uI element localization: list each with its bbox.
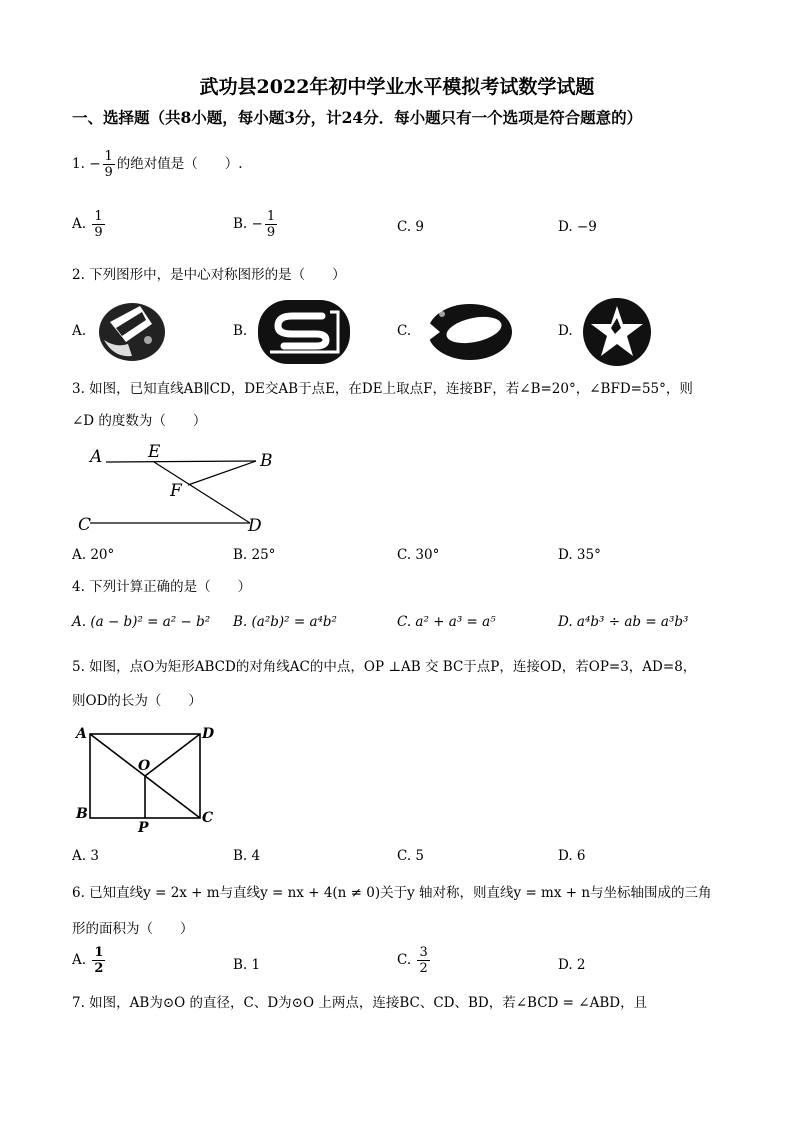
q2-figure-b — [256, 298, 352, 366]
question-2: 2. 下列图形中，是中心对称图形的是（ ） — [72, 267, 346, 283]
q1-text: 的绝对值是（ ）. — [116, 156, 243, 172]
label-o: O — [138, 758, 151, 774]
section-heading: 一、选择题（共8小题，每小题3分，计24分．每小题只有一个选项是符合题意的） — [72, 108, 643, 127]
q2-figure-d — [581, 296, 653, 368]
q1-minus: − — [89, 156, 101, 172]
q2-option-a-label: A. — [72, 323, 87, 339]
question-7-line1: 7. 如图，AB为⊙O 的直径，C、D为⊙O 上两点，连接BC、CD、BD，若∠BCD = ∠ABD，且 — [72, 995, 648, 1011]
question-3-line1: 3. 如图，已知直线AB∥CD，DE交AB于点E，在DE上取点F，连接BF，若∠B=20°，∠BFD=55°，则 — [72, 381, 693, 397]
q2-figure-c — [420, 300, 514, 364]
question-3-line2: ∠D 的度数为（ ） — [72, 413, 207, 429]
label-c: C — [202, 810, 214, 826]
q3-option-b: B. 25° — [233, 547, 276, 563]
label-d: D — [202, 726, 215, 742]
segment-od — [145, 734, 200, 776]
label-d: D — [248, 516, 262, 536]
q2-option-b-label: B. — [233, 323, 248, 339]
q4-option-b: B. (a²b)² = a⁴b² — [233, 614, 337, 630]
q1-option-c: C. 9 — [397, 219, 425, 235]
question-4: 4. 下列计算正确的是（ ） — [72, 579, 252, 595]
q5-diagram — [72, 722, 222, 834]
q5-option-a: A. 3 — [72, 848, 99, 864]
question-6-line1: 6. 已知直线y = 2x + m与直线y = nx + 4(n ≠ 0)关于y 轴对称，则直线y = mx + n与坐标轴围成的三角 — [72, 885, 712, 901]
q3-diagram — [72, 440, 292, 536]
label-p: P — [138, 820, 149, 834]
q2-option-d-label: D. — [558, 323, 573, 339]
line-bf — [188, 461, 256, 485]
q6-option-c: C. $\frac{3}{2}$ — [397, 945, 428, 976]
label-f: F — [170, 481, 182, 501]
q3-option-c: C. 30° — [397, 547, 440, 563]
q5-option-c: C. 5 — [397, 848, 425, 864]
q4-option-d: D. a⁴b³ ÷ ab = a³b³ — [558, 614, 689, 630]
label-a: A — [76, 726, 87, 742]
q1-number: 1. — [72, 156, 85, 172]
q1-option-b: B. − $\frac{1}{9}$ — [233, 209, 276, 240]
label-b: B — [260, 451, 273, 471]
question-1 — [72, 150, 243, 179]
line-ed — [154, 462, 250, 523]
q3-option-a: A. 20° — [72, 547, 115, 563]
q6-option-a: A. $\frac{1}{2}$ — [72, 945, 104, 976]
label-b: B — [76, 806, 88, 822]
q6-option-b: B. 1 — [233, 957, 261, 973]
label-c: C — [78, 515, 92, 535]
label-e: E — [148, 442, 161, 462]
question-5-line2: 则OD的长为（ ） — [72, 693, 202, 709]
question-5-line1: 5. 如图，点O为矩形ABCD的对角线AC的中点，OP ⊥AB 交 BC于点P，连接OD，若OP=3，AD=8， — [72, 659, 697, 675]
line-ab — [106, 461, 256, 462]
question-6-line2: 形的面积为（ ） — [72, 921, 194, 937]
q6-option-d: D. 2 — [558, 957, 586, 973]
q4-option-a: A. (a − b)² = a² − b² — [72, 614, 211, 630]
q2-figure-a — [96, 300, 168, 364]
q1-fraction: $\frac{1}{9}$ — [104, 149, 113, 180]
q1-option-a: A. $\frac{1}{9}$ — [72, 209, 103, 240]
q5-option-d: D. 6 — [558, 848, 586, 864]
q3-option-d: D. 35° — [558, 547, 601, 563]
page-title: 武功县2022年初中学业水平模拟考试数学试题 — [199, 76, 595, 98]
label-a: A — [90, 447, 103, 467]
q4-option-c: C. a² + a³ = a⁵ — [397, 614, 496, 630]
q1-option-d: D. −9 — [558, 219, 597, 235]
q2-option-c-label: C. — [397, 323, 412, 339]
q5-option-b: B. 4 — [233, 848, 261, 864]
